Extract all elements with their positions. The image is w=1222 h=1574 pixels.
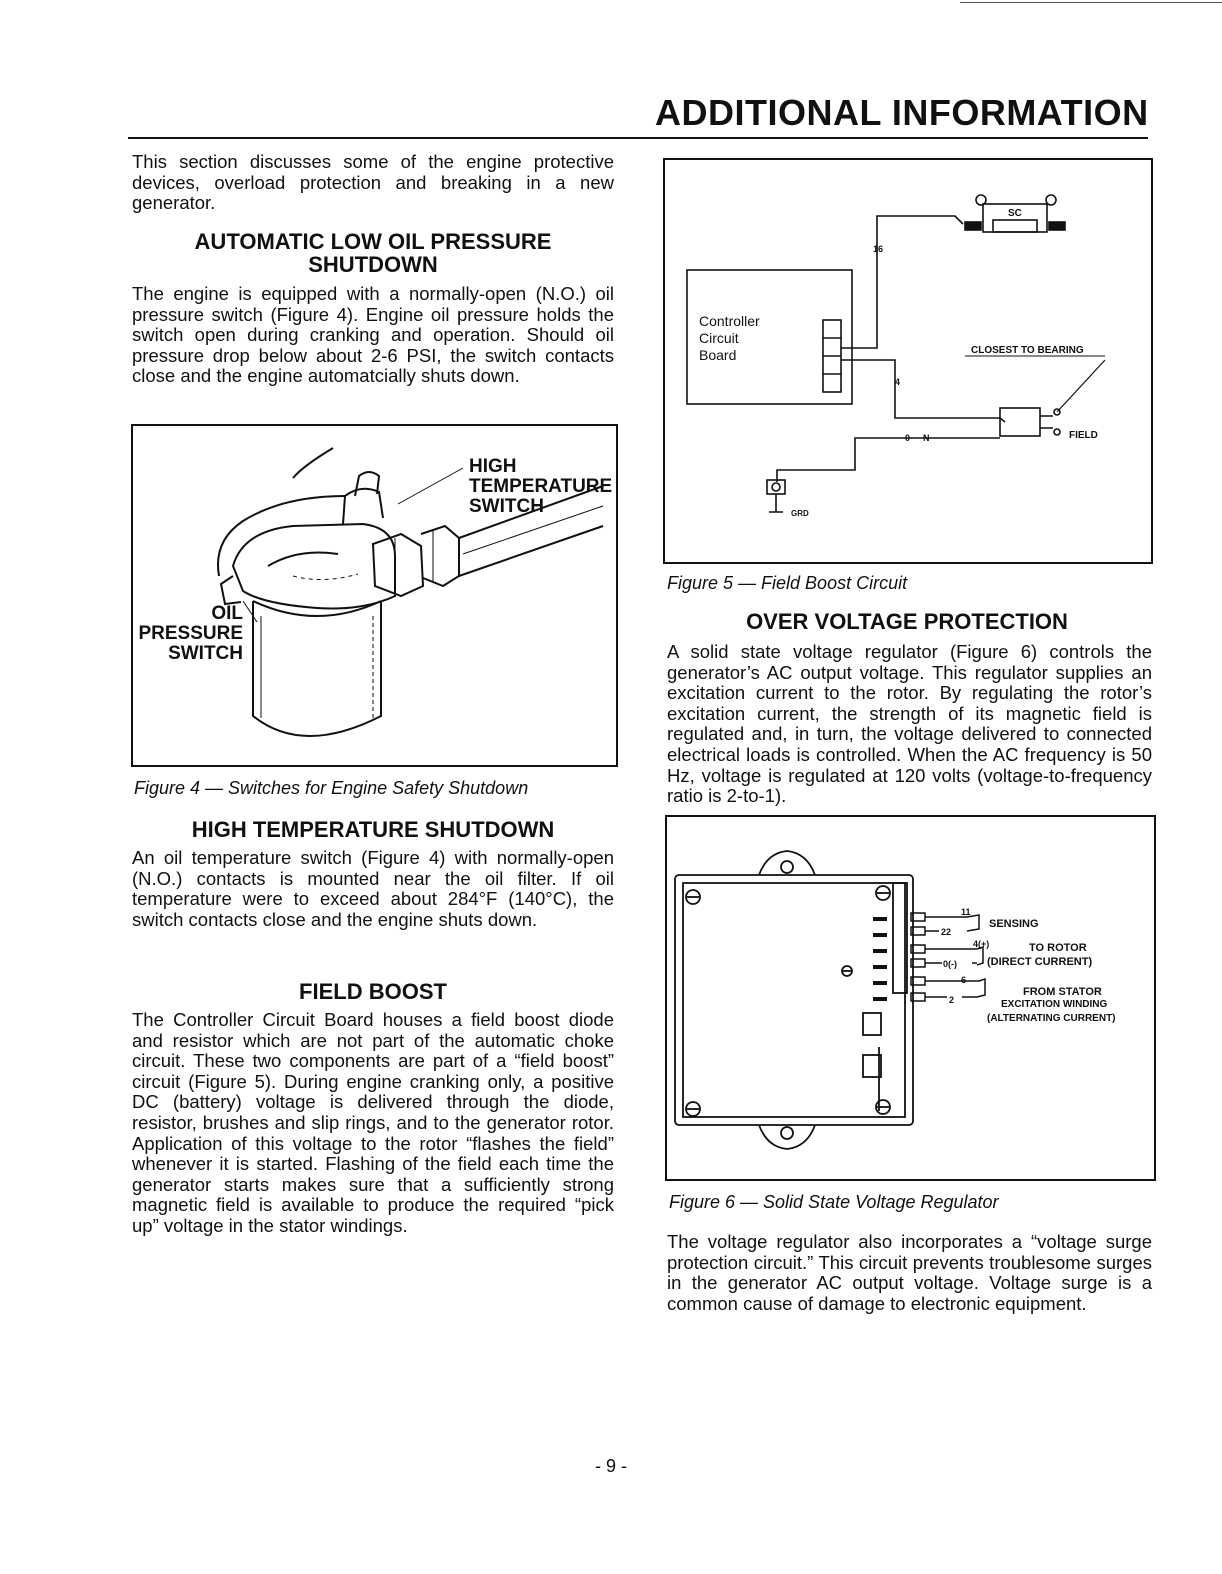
- high-temp-paragraph: An oil temperature switch (Figure 4) with normally-open (N.O.) contacts is mounted near the oil filter. If oil temperature were to exceed about 284°F (140°C), the switch contacts close and the engine shuts down.: [132, 847, 614, 930]
- oil-pressure-label-oil: OIL: [211, 603, 243, 624]
- page-number: - 9 -: [594, 1456, 627, 1476]
- wire-0-label: 0: [905, 433, 911, 443]
- field-boost-heading: FIELD BOOST: [299, 979, 447, 1004]
- wire-22-label: 22: [941, 927, 952, 937]
- low-oil-heading-line2: SHUTDOWN: [308, 252, 438, 277]
- figure-4-caption: Figure 4 — Switches for Engine Safety Shutdown: [134, 778, 529, 798]
- wire-6-label: 6: [961, 975, 967, 985]
- excitation-winding-label: EXCITATION WINDING: [1001, 999, 1108, 1010]
- from-stator-label: FROM STATOR: [1023, 986, 1102, 998]
- wire-0-minus-label: 0(-): [943, 959, 957, 969]
- surge-paragraph: The voltage regulator also incorporates a “voltage surge protection circuit.” This circuit prevents troublesome surges in the generator AC output voltage. Voltage surge is a common cause of damage to electronic equipment.: [667, 1231, 1152, 1314]
- wire-4-label: 4: [895, 377, 901, 387]
- oil-pressure-label-pressure: PRESSURE: [138, 623, 243, 644]
- low-oil-paragraph: The engine is equipped with a normally-open (N.O.) oil pressure switch (Figure 4). Engine oil pressure holds the switch open during cranking and operation. Should oil pressure drop below about 2-6 PSI, the switch contacts close and the engine automatcially shuts down.: [132, 283, 614, 387]
- high-temp-label-switch: SWITCH: [469, 496, 544, 517]
- ground-label: GRD: [791, 509, 809, 518]
- closest-to-bearing-label: CLOSEST TO BEARING: [971, 345, 1084, 356]
- low-oil-heading: [132, 230, 614, 276]
- board-label-line3: Board: [699, 347, 737, 363]
- page-title: ADDITIONAL INFORMATION: [655, 92, 1149, 133]
- high-temp-heading: HIGH TEMPERATURE SHUTDOWN: [191, 817, 555, 842]
- alternating-current-label: (ALTERNATING CURRENT): [987, 1013, 1116, 1024]
- wire-n-label: N: [923, 433, 930, 443]
- wire-16-label: 16: [873, 244, 884, 254]
- high-temp-label-temperature: TEMPERATURE: [469, 476, 613, 497]
- to-rotor-label: TO ROTOR: [1029, 942, 1087, 954]
- oil-filter-switch-illustration: [133, 426, 616, 765]
- direct-current-label: (DIRECT CURRENT): [987, 956, 1093, 968]
- over-voltage-paragraph: A solid state voltage regulator (Figure 6) controls the generator’s AC output voltage. This regulator supplies an excitation current to the rotor. By regulating the rotor’s excitation current, the strength of its magnetic field is regulated and, in turn, the voltage delivered to connected electrical loads is controlled. When the AC frequency is 50 Hz, voltage is regulated at 120 volts (voltage-to-frequency ratio is 2-to-1).: [667, 641, 1152, 807]
- wire-2-label: 2: [949, 995, 955, 1005]
- board-label-line1: Controller: [699, 313, 760, 329]
- top-edge-rule: [960, 2, 1222, 3]
- field-boost-circuit-diagram: [665, 160, 1151, 562]
- figure-6-caption: Figure 6 — Solid State Voltage Regulator: [669, 1192, 999, 1212]
- field-boost-paragraph: The Controller Circuit Board houses a field boost diode and resistor which are not part of the automatic choke circuit. These two components are part of a “field boost” circuit (Figure 5). During engine cranking only, a positive DC (battery) voltage is delivered through the diode, resistor, brushes and slip rings, and to the generator rotor. Application of this voltage to the rotor “flashes the field” whenever it is started. Flashing of the field each time the generator starts makes sure that a sufficiently strong magnetic field is available to produce the required “pick up” voltage in the stator windings.: [132, 1009, 614, 1236]
- high-temp-label-high: HIGH: [469, 456, 517, 477]
- sc-label: SC: [1008, 208, 1022, 219]
- wire-4-plus-label: 4(+): [973, 939, 990, 949]
- figure-4-box: [131, 424, 618, 767]
- figure-5-box: [663, 158, 1153, 564]
- figure-6-box: [665, 815, 1156, 1181]
- board-label-line2: Circuit: [699, 330, 739, 346]
- over-voltage-heading: OVER VOLTAGE PROTECTION: [746, 609, 1068, 634]
- intro-paragraph: This section discusses some of the engine protective devices, overload protection and breaking in a new generator.: [132, 151, 614, 214]
- header-divider: [128, 137, 1148, 139]
- oil-pressure-label-switch: SWITCH: [168, 643, 243, 664]
- sensing-label: SENSING: [989, 918, 1039, 930]
- low-oil-heading-line1: AUTOMATIC LOW OIL PRESSURE: [194, 229, 552, 254]
- voltage-regulator-diagram: [667, 817, 1154, 1179]
- wire-11-label: 11: [961, 907, 971, 917]
- figure-5-caption: Figure 5 — Field Boost Circuit: [667, 573, 908, 593]
- field-label: FIELD: [1069, 430, 1098, 441]
